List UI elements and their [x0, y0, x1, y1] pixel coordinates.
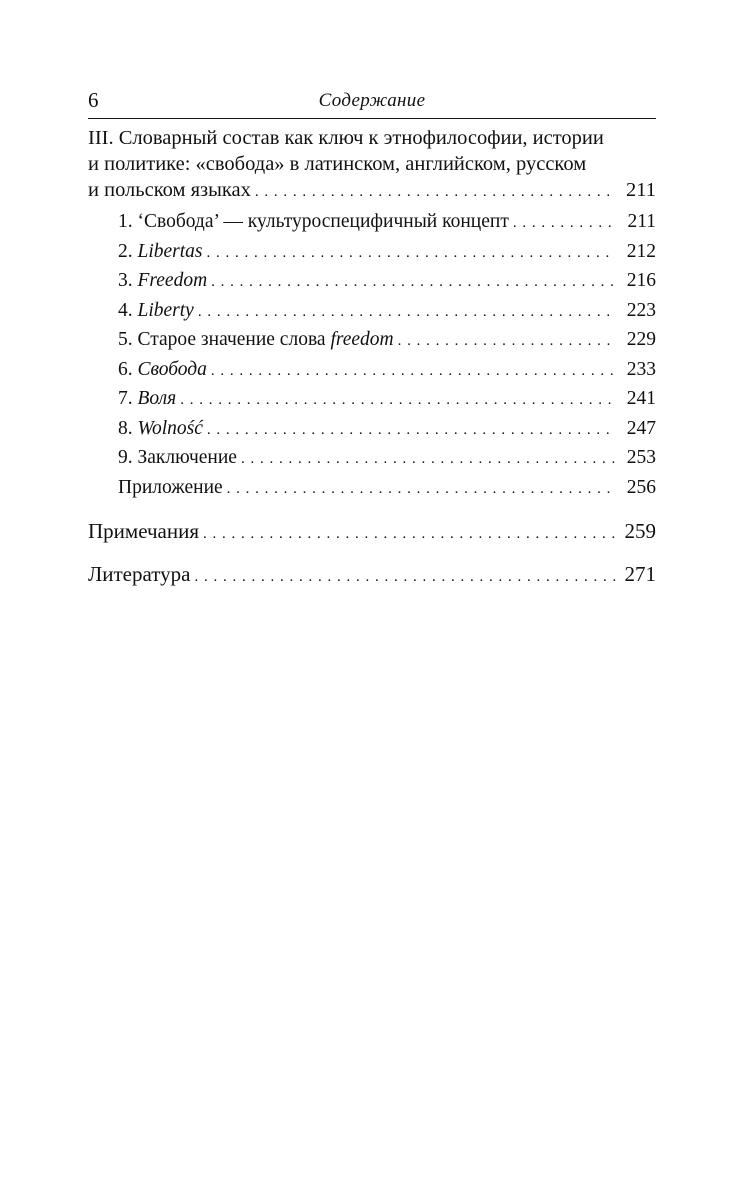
toc-entry [88, 415, 656, 445]
entry-number: 2. [118, 240, 138, 262]
entry-page: 229 [626, 329, 656, 350]
entry-page: 211 [627, 211, 656, 232]
dot-leader [241, 446, 616, 474]
entry-number: 5. [118, 329, 138, 350]
dot-leader [255, 179, 616, 205]
entry-page: 247 [626, 417, 656, 439]
section-list [88, 208, 656, 503]
toc-entry [88, 297, 656, 327]
dot-leader [198, 299, 616, 327]
chapter-title-line-1: III. Словарный состав как ключ к этнофилософии, истории [88, 127, 604, 149]
table-of-contents [88, 125, 656, 591]
dot-leader [513, 210, 616, 238]
dot-leader [207, 417, 616, 445]
dot-leader [194, 563, 616, 591]
entry-page: 253 [626, 447, 656, 468]
toc-entry [88, 238, 656, 268]
dot-leader [211, 358, 616, 386]
toc-entry [88, 326, 656, 356]
entry-page: 233 [626, 358, 656, 380]
entry-title: ‘Свобода’ — культуроспецифичный концепт [137, 211, 509, 232]
entry-title: Приложение [118, 476, 223, 498]
running-title: Содержание [318, 90, 426, 111]
toc-entry [88, 444, 656, 474]
entry-title: Старое значение слова [137, 329, 331, 350]
entry-title: Заключение [137, 447, 237, 468]
entry-page: 259 [624, 519, 656, 543]
entry-page: 216 [626, 270, 656, 291]
chapter-page: 211 [626, 179, 656, 201]
entry-title-italic: freedom [330, 329, 394, 350]
toc-entry [88, 474, 656, 504]
entry-number: 6. [118, 358, 138, 380]
toc-entry-notes [88, 517, 656, 548]
dot-leader [398, 328, 616, 356]
chapter-title-line-3-text: и польском языках [88, 179, 251, 201]
entry-number: 3. [118, 270, 138, 291]
toc-entry [88, 385, 656, 415]
entry-page: 223 [626, 299, 656, 321]
entry-title-italic: Свобода [137, 358, 207, 380]
entry-title-italic: Libertas [137, 240, 203, 262]
entry-title-italic: Wolność [137, 417, 203, 439]
chapter-title-line-3 [88, 177, 656, 205]
dot-leader [211, 269, 616, 297]
book-page [88, 88, 656, 591]
entry-page: 256 [626, 476, 656, 498]
toc-entry [88, 356, 656, 386]
entry-number: 8. [118, 417, 138, 439]
entry-page: 212 [626, 240, 656, 262]
entry-title-italic: Liberty [137, 299, 194, 321]
entry-number: 1. [118, 211, 138, 232]
entry-title: Литература [88, 562, 191, 586]
toc-entry-literature [88, 560, 656, 591]
dot-leader [203, 520, 616, 548]
page-number: 6 [88, 88, 99, 112]
entry-number: 9. [118, 447, 138, 468]
entry-number: 4. [118, 299, 138, 321]
entry-title: Примечания [88, 519, 200, 543]
entry-title-italic: Freedom [137, 270, 208, 291]
chapter-title-line-2: и политике: «свобода» в латинском, английском, русском [88, 153, 587, 175]
entry-number: 7. [118, 388, 138, 409]
dot-leader [180, 387, 616, 415]
entry-page: 271 [624, 562, 656, 586]
dot-leader [207, 240, 616, 268]
entry-page: 241 [626, 388, 656, 409]
dot-leader [227, 476, 616, 504]
running-head [88, 88, 656, 119]
toc-entry [88, 267, 656, 297]
toc-entry [88, 208, 656, 238]
entry-title-italic: Воля [137, 388, 177, 409]
